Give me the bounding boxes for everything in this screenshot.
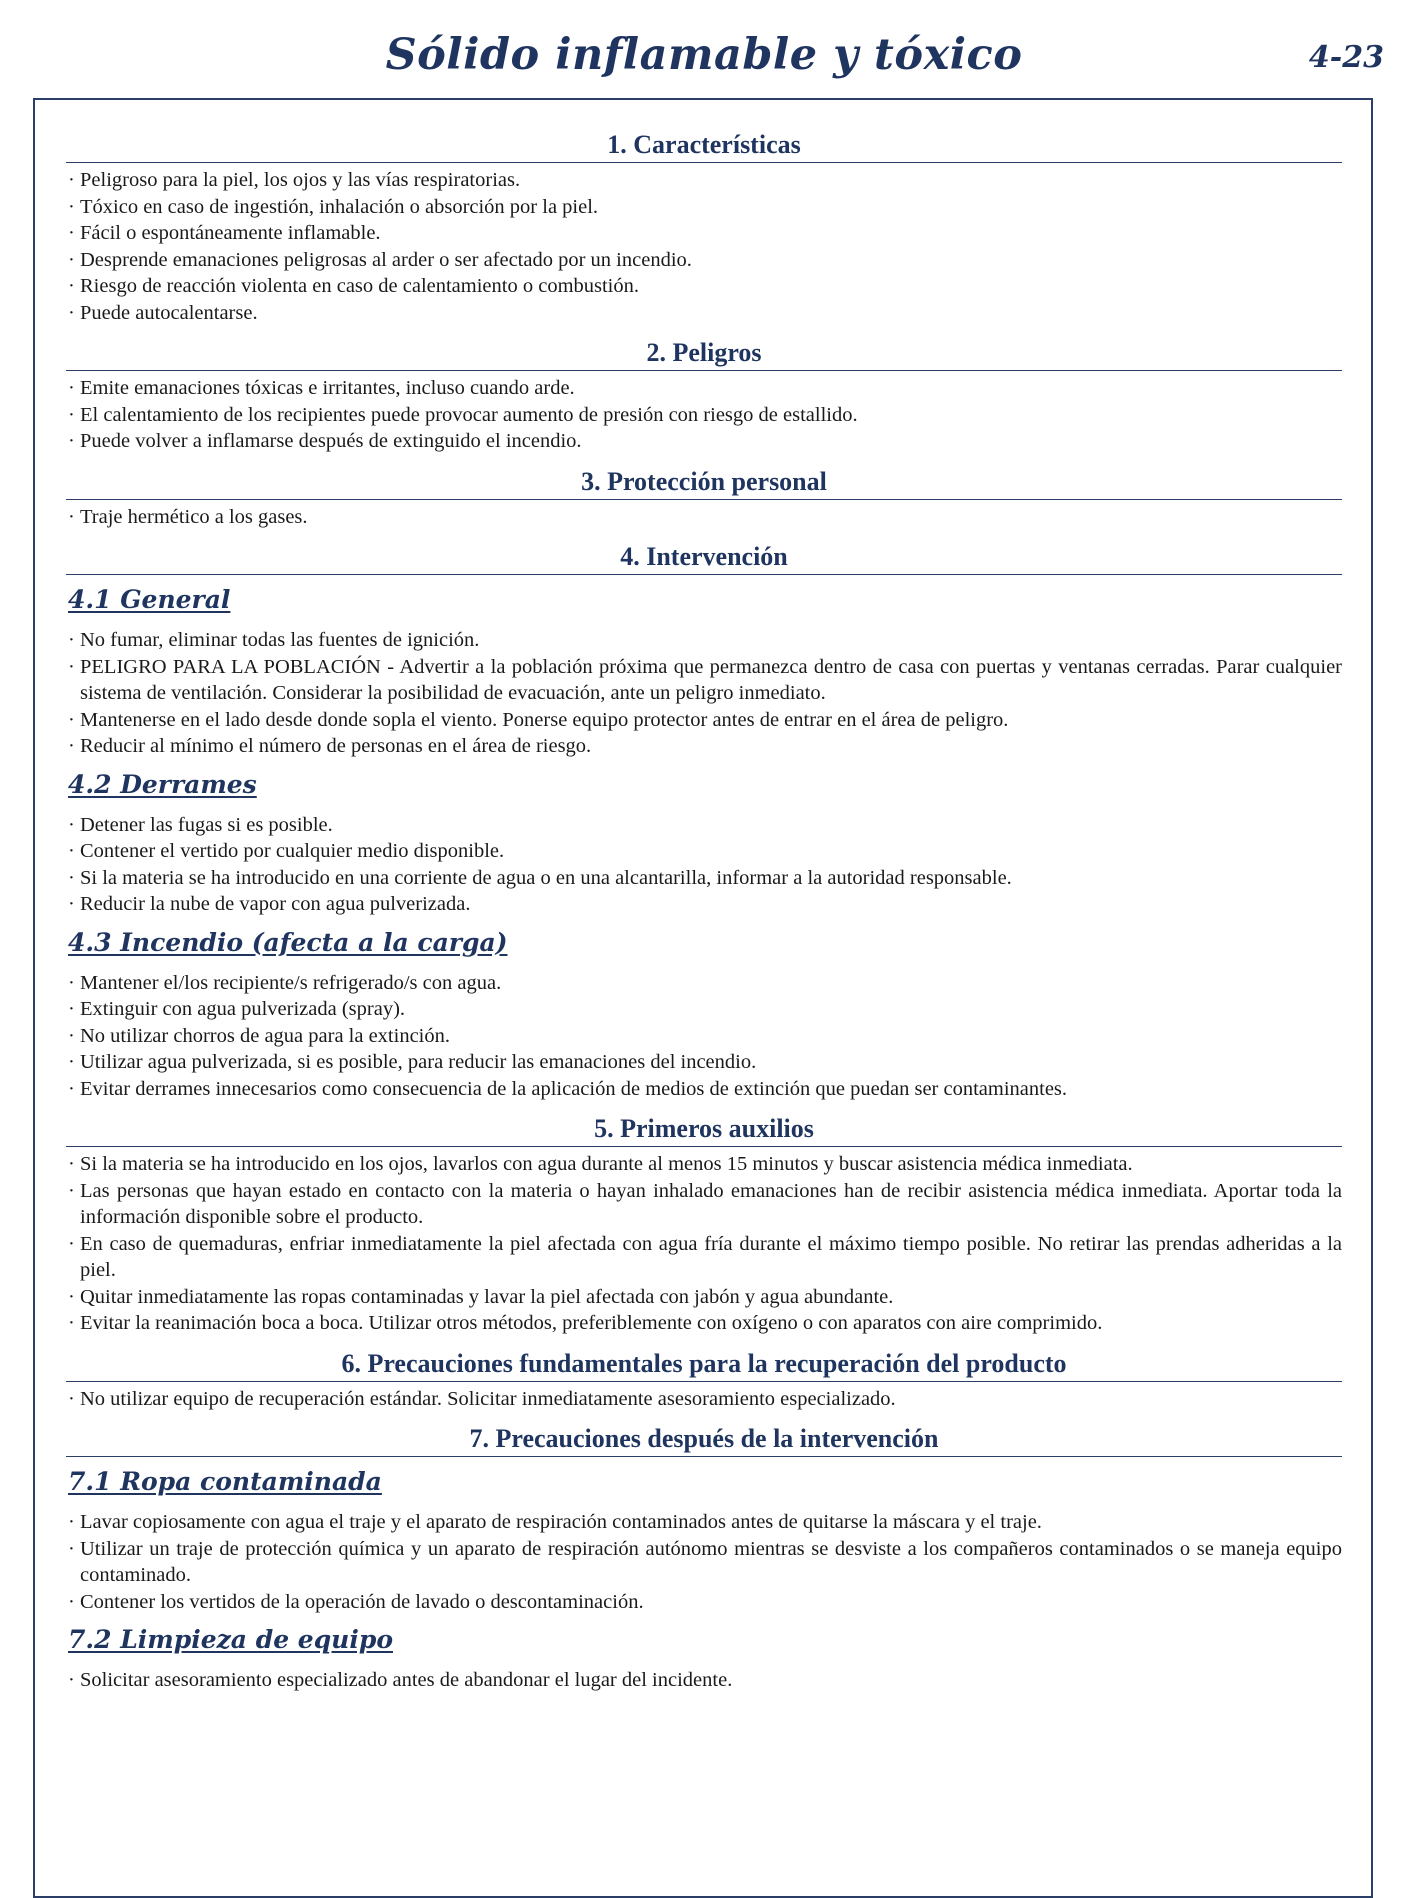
list-item: · Reducir la nube de vapor con agua pulverizada. (66, 891, 1342, 918)
hazards-list (66, 375, 1342, 455)
list-item: · No fumar, eliminar todas las fuentes de ignición. (66, 627, 1342, 654)
section-heading: 6. Precauciones fundamentales para la recuperación del producto (66, 1349, 1342, 1382)
section-heading: 4. Intervención (66, 542, 1342, 575)
page-title: Sólido inflamable y tóxico (385, 30, 1023, 80)
list-item: · No utilizar equipo de recuperación estándar. Solicitar inmediatamente asesoramiento especializado. (66, 1386, 1342, 1413)
list-item: · Quitar inmediatamente las ropas contaminadas y lavar la piel afectada con jabón y agua abundante. (66, 1284, 1342, 1311)
page-number: 4-23 (1308, 40, 1384, 75)
list-item: · Reducir al mínimo el número de personas en el área de riesgo. (66, 733, 1342, 760)
subsection-heading: 4.2 Derrames (68, 769, 257, 799)
first-aid-list (66, 1151, 1342, 1337)
list-item: · Contener los vertidos de la operación de lavado o descontaminación. (66, 1589, 1342, 1616)
list-item: · Peligroso para la piel, los ojos y las vías respiratorias. (66, 167, 1342, 194)
section-heading: 3. Protección personal (66, 467, 1342, 500)
subsection-heading: 4.1 General (68, 585, 231, 614)
subsection-heading: 7.2 Limpieza de equipo (68, 1625, 394, 1654)
fire-list (66, 970, 1342, 1103)
list-item: · PELIGRO PARA LA POBLACIÓN - Advertir a la población próxima que permanezca dentro de casa con puertas y ventanas cerradas. Parar cualquier sistema de ventilación. Considerar la posibilidad de evacuación, ante un peligro inmediato. (66, 654, 1342, 707)
contaminated-clothing-list (66, 1509, 1342, 1615)
list-item: · Puede autocalentarse. (66, 300, 1342, 327)
list-item: · El calentamiento de los recipientes puede provocar aumento de presión con riesgo de estallido. (66, 402, 1342, 429)
list-item: · Utilizar agua pulverizada, si es posible, para reducir las emanaciones del incendio. (66, 1049, 1342, 1076)
list-item: · Solicitar asesoramiento especializado antes de abandonar el lugar del incidente. (66, 1667, 1342, 1694)
list-item: · Mantenerse en el lado desde donde sopla el viento. Ponerse equipo protector antes de entrar en el área de peligro. (66, 707, 1342, 734)
section-heading: 5. Primeros auxilios (66, 1114, 1342, 1147)
list-item: · Riesgo de reacción violenta en caso de calentamiento o combustión. (66, 273, 1342, 300)
list-item: · Las personas que hayan estado en contacto con la materia o hayan inhalado emanaciones han de recibir asistencia médica inmediata. Aportar toda la información disponible sobre el producto. (66, 1178, 1342, 1231)
characteristics-list (66, 167, 1342, 326)
document-body (66, 130, 1342, 1694)
list-item: · Emite emanaciones tóxicas e irritantes, incluso cuando arde. (66, 375, 1342, 402)
list-item: · Mantener el/los recipiente/s refrigerado/s con agua. (66, 970, 1342, 997)
list-item: · Contener el vertido por cualquier medio disponible. (66, 838, 1342, 865)
spills-list (66, 812, 1342, 918)
section-heading: 2. Peligros (66, 338, 1342, 371)
list-item: · Detener las fugas si es posible. (66, 812, 1342, 839)
list-item: · Traje hermético a los gases. (66, 504, 1342, 531)
page-header (0, 0, 1408, 100)
list-item: · Tóxico en caso de ingestión, inhalación o absorción por la piel. (66, 194, 1342, 221)
list-item: · No utilizar chorros de agua para la extinción. (66, 1023, 1342, 1050)
general-list (66, 627, 1342, 760)
recovery-list (66, 1386, 1342, 1413)
list-item: · Si la materia se ha introducido en una corriente de agua o en una alcantarilla, informar a la autoridad responsable. (66, 865, 1342, 892)
list-item: · En caso de quemaduras, enfriar inmediatamente la piel afectada con agua fría durante el máximo tiempo posible. No retirar las prendas adheridas a la piel. (66, 1231, 1342, 1284)
list-item: · Puede volver a inflamarse después de extinguido el incendio. (66, 428, 1342, 455)
equipment-cleaning-list (66, 1667, 1342, 1694)
list-item: · Fácil o espontáneamente inflamable. (66, 220, 1342, 247)
list-item: · Desprende emanaciones peligrosas al arder o ser afectado por un incendio. (66, 247, 1342, 274)
list-item: · Evitar la reanimación boca a boca. Utilizar otros métodos, preferiblemente con oxígeno o con aparatos con aire comprimido. (66, 1310, 1342, 1337)
list-item: · Lavar copiosamente con agua el traje y el aparato de respiración contaminados antes de quitarse la máscara y el traje. (66, 1509, 1342, 1536)
section-heading: 1. Características (66, 130, 1342, 163)
list-item: · Utilizar un traje de protección química y un aparato de respiración autónomo mientras se desviste a los compañeros contaminados o se maneja equipo contaminado. (66, 1536, 1342, 1589)
list-item: · Evitar derrames innecesarios como consecuencia de la aplicación de medios de extinción que puedan ser contaminantes. (66, 1076, 1342, 1103)
section-heading: 7. Precauciones después de la intervención (66, 1424, 1342, 1457)
list-item: · Extinguir con agua pulverizada (spray). (66, 996, 1342, 1023)
list-item: · Si la materia se ha introducido en los ojos, lavarlos con agua durante al menos 15 minutos y buscar asistencia médica inmediata. (66, 1151, 1342, 1178)
subsection-heading: 7.1 Ropa contaminada (68, 1467, 382, 1496)
subsection-heading: 4.3 Incendio (afecta a la carga) (68, 927, 508, 957)
personal-protection-list (66, 504, 1342, 531)
